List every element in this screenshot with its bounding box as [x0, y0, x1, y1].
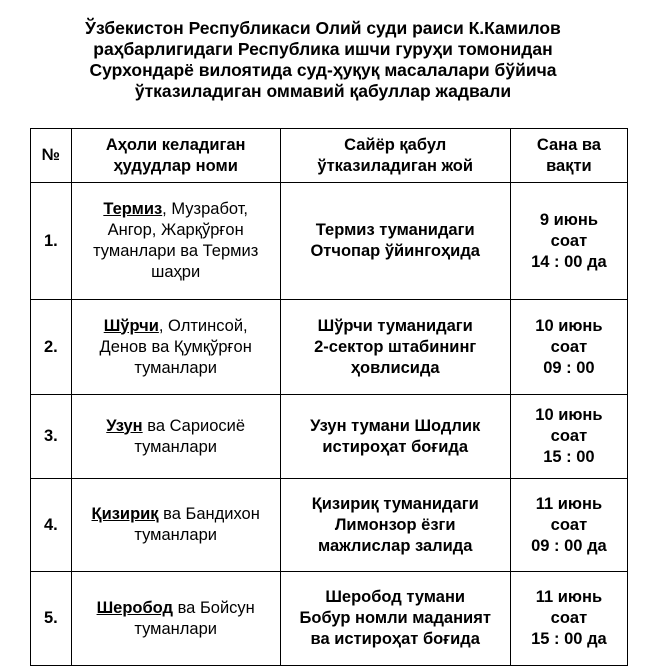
- schedule-table: [30, 128, 628, 666]
- date-cell: 10 июнь соат 09 : 00: [510, 300, 627, 395]
- area-cell: [71, 572, 280, 666]
- date-cell: 11 июнь соат 15 : 00 да: [510, 572, 627, 666]
- area-cell: [71, 183, 280, 300]
- area-text: туманлари: [134, 437, 217, 456]
- area-text: туманлари: [134, 526, 217, 544]
- area-text: Денов ва Қумқўрғон: [99, 337, 252, 356]
- table-row: [31, 300, 628, 395]
- area-lead: Қизириқ: [91, 505, 159, 523]
- table-header-row: [31, 129, 628, 183]
- place-cell: Қизириқ туманидаги Лимонзор ёзги мажлислар залида: [280, 479, 510, 572]
- area-cell: [71, 479, 280, 572]
- header-area: Аҳоли келадиган ҳудудлар номи: [71, 129, 280, 183]
- area-text: туманлари: [134, 619, 217, 638]
- title-line: Ўзбекистон Республикаси Олий суди раиси К.Камилов: [85, 18, 561, 38]
- title-line: Сурхондарё вилоятида суд-ҳуқуқ масалалари бўйича: [89, 60, 557, 80]
- area-lead: Шўрчи: [103, 316, 159, 335]
- area-text: , Олтинсой,: [158, 316, 248, 335]
- area-text: туманлари: [134, 358, 217, 377]
- row-number: 3.: [31, 395, 72, 479]
- header-number: №: [31, 129, 72, 183]
- header-date: Сана ва вақти: [510, 129, 627, 183]
- place-cell: Термиз туманидаги Отчопар ўйингоҳида: [280, 183, 510, 300]
- area-lead: Шеробод: [96, 598, 174, 617]
- table-row: [31, 572, 628, 666]
- area-text: ва Бандихон: [158, 505, 260, 523]
- header-place: Сайёр қабул ўтказиладиган жой: [280, 129, 510, 183]
- place-cell: Шўрчи туманидаги 2-сектор штабининг ҳовлисида: [280, 300, 510, 395]
- area-lead: Термиз: [103, 200, 163, 218]
- row-number: 1.: [31, 183, 72, 300]
- date-cell: 10 июнь соат 15 : 00: [510, 395, 627, 479]
- area-text: ва Сариосиё: [142, 416, 246, 435]
- row-number: 2.: [31, 300, 72, 395]
- place-cell: Узун тумани Шодлик истироҳат боғида: [280, 395, 510, 479]
- area-text: Ангор, Жарқўрғон: [107, 221, 244, 239]
- title-line: раҳбарлигидаги Республика ишчи гуруҳи томонидан: [93, 39, 553, 59]
- area-cell: [71, 395, 280, 479]
- document-title: [0, 18, 646, 102]
- title-line: ўтказиладиган оммавий қабуллар жадвали: [134, 81, 512, 101]
- table-row: [31, 395, 628, 479]
- row-number: 4.: [31, 479, 72, 572]
- table-row: [31, 183, 628, 300]
- area-text: ва Бойсун: [173, 598, 255, 617]
- area-text: туманлари ва Термиз: [93, 242, 259, 260]
- area-lead: Узун: [106, 416, 143, 435]
- date-cell: 11 июнь соат 09 : 00 да: [510, 479, 627, 572]
- table-row: [31, 479, 628, 572]
- date-cell: 9 июнь соат 14 : 00 да: [510, 183, 627, 300]
- area-text: шаҳри: [151, 263, 201, 281]
- area-text: , Музработ,: [162, 200, 249, 218]
- row-number: 5.: [31, 572, 72, 666]
- area-cell: [71, 300, 280, 395]
- place-cell: Шеробод тумани Бобур номли маданият ва истироҳат боғида: [280, 572, 510, 666]
